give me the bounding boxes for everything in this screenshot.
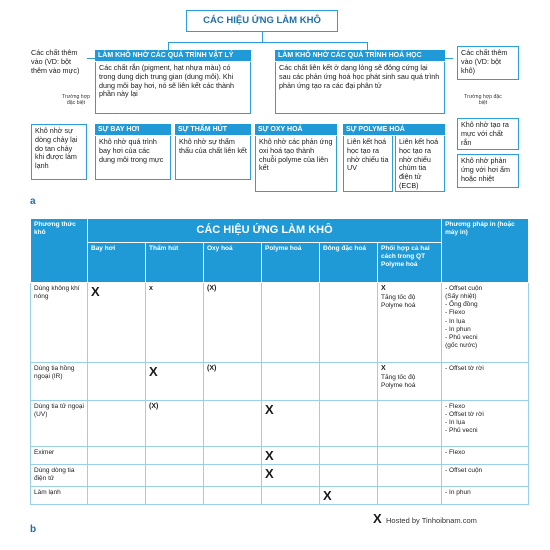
table-cell — [320, 487, 378, 505]
table-row — [31, 363, 529, 401]
table-cell — [204, 401, 262, 447]
right-heat-box: Khô nhờ phản ứng với hơi ẩm hoặc nhiệt — [457, 154, 519, 188]
table-row — [31, 465, 529, 487]
right-additive-box: Các chất thêm vào (VD: bột khô) — [457, 46, 519, 80]
table-row — [31, 487, 529, 505]
polymerization-ecb-box: Liên kết hoá học tạo ra nhờ chiếu chùm tia điện tử (ECB) — [395, 136, 445, 192]
table-cell — [320, 465, 378, 487]
cell-note: Tăng tốc độ Polyme hoá — [381, 373, 416, 389]
row-method-name: Dùng không khí nóng — [31, 283, 88, 363]
cell-note: Tăng tốc độ Polyme hoá — [381, 293, 416, 309]
table-cell — [146, 487, 204, 505]
table-cell — [146, 447, 204, 465]
col-header: Oxy hoá — [204, 243, 262, 283]
table-cell — [262, 283, 320, 363]
table-title: CÁC HIỆU ỨNG LÀM KHÔ — [88, 219, 442, 243]
table-cell — [88, 447, 146, 465]
table-cell — [320, 447, 378, 465]
left-flow-box: Khô nhờ sự dòng chảy lại do tan chảy khi được làm lạnh — [31, 124, 87, 180]
table-cell — [88, 283, 146, 363]
right-ink-box: Khô nhờ tạo ra mực với chất rắn — [457, 118, 519, 150]
table-cell — [88, 487, 146, 505]
left-special-case: Trường hợp đặc biệt — [62, 94, 90, 106]
table-body — [31, 283, 529, 505]
absorption-header: SỰ THẨM HÚT — [175, 124, 251, 135]
row-printing-methods: - Flexo — [442, 447, 529, 465]
col-printing-method-header: Phương pháp in (hoặc máy in) — [442, 219, 529, 283]
cell-mark: X — [149, 364, 158, 379]
absorption-box: Khô nhờ sự thẩm thấu của chất liên kết — [175, 136, 251, 180]
right-special-case: Trường hợp đặc biệt — [464, 94, 502, 106]
table-cell — [262, 363, 320, 401]
col-method-header: Phương thức khô — [31, 219, 88, 283]
col-header: Polyme hoá — [262, 243, 320, 283]
table-cell — [262, 447, 320, 465]
table-cell — [146, 401, 204, 447]
cell-mark: (X) — [149, 403, 159, 410]
polymerization-header: SỰ POLYME HOÁ — [343, 124, 445, 135]
table-cell — [262, 487, 320, 505]
row-method-name: Dùng tia tử ngoại (UV) — [31, 401, 88, 447]
left-additive-note: Các chất thêm vào (VD: bột thêm vào mực) — [31, 49, 80, 75]
table-cell — [146, 363, 204, 401]
cell-mark: X — [323, 488, 332, 503]
row-method-name: Dùng dòng tia điện tử — [31, 465, 88, 487]
physical-process-header: LÀM KHÔ NHỜ CÁC QUÁ TRÌNH VẬT LÝ — [95, 50, 251, 61]
footer-watermark: Hosted by Tinhoibnam.com — [386, 516, 477, 525]
cell-mark: X — [265, 402, 274, 417]
drying-effects-table — [30, 218, 529, 505]
table-cell — [378, 283, 442, 363]
cell-mark: X — [91, 284, 100, 299]
table-cell — [204, 487, 262, 505]
connector — [262, 32, 263, 42]
cell-mark: X — [265, 448, 274, 463]
row-printing-methods: - In phun — [442, 487, 529, 505]
table-row — [31, 401, 529, 447]
row-method-name: Eximer — [31, 447, 88, 465]
table-cell — [262, 401, 320, 447]
row-printing-methods: - Offset cuộn (Sấy nhiệt) - Ống đồng - Flexo - In lụa - In phun - Phủ vecni (gốc nước) — [442, 283, 529, 363]
row-method-name: Làm lạnh — [31, 487, 88, 505]
row-printing-methods: - Offset cuộn — [442, 465, 529, 487]
polymerization-uv-box: Liên kết hoá học tạo ra nhờ chiếu tia UV — [343, 136, 393, 192]
oxidation-box: Khô nhờ các phản ứng oxi hoá tạo thành chuỗi polyme của liên kết — [255, 136, 337, 192]
table-cell — [320, 401, 378, 447]
row-method-name: Dùng tia hồng ngoại (IR) — [31, 363, 88, 401]
cell-mark: (X) — [207, 285, 217, 292]
col-header: Bay hơi — [88, 243, 146, 283]
table-row — [31, 447, 529, 465]
evaporation-header: SỰ BAY HƠI — [95, 124, 171, 135]
table-cell — [204, 363, 262, 401]
table-cell — [378, 465, 442, 487]
footer-mark: X — [373, 511, 382, 526]
connector — [445, 58, 453, 59]
table-row — [31, 283, 529, 363]
table-cell — [320, 363, 378, 401]
chemical-process-header: LÀM KHÔ NHỜ CÁC QUÁ TRÌNH HOÁ HỌC — [275, 50, 445, 61]
table-cell — [204, 465, 262, 487]
table-cell — [146, 283, 204, 363]
cell-mark: X — [381, 365, 386, 372]
table-cell — [378, 363, 442, 401]
table-cell — [88, 465, 146, 487]
row-printing-methods: - Offset tờ rời — [442, 363, 529, 401]
physical-process-box: Các chất rắn (pigment, hạt nhựa màu) có trong dung dịch trung gian (dung môi). Khi dung môi bay hơi, nó sẽ liên kết các thành phần này lại — [95, 62, 251, 114]
row-printing-methods: - Flexo - Offset tờ rời - In lụa - Phủ vecni — [442, 401, 529, 447]
connector — [168, 42, 368, 43]
table-cell — [88, 363, 146, 401]
panel-label-b: b — [30, 524, 37, 535]
table-cell — [378, 487, 442, 505]
cell-mark: X — [265, 466, 274, 481]
col-header: Thẩm hút — [146, 243, 204, 283]
panel-label-a: a — [30, 196, 36, 207]
col-header: Phối hợp cả hai cách trong QT Polyme hoá — [378, 243, 442, 283]
chemical-process-box: Các chất liên kết ở dạng lỏng sẽ đông cứng lại sau các phản ứng hoá học phát sinh sau quá trình phản ứng tạo ra các đại phân tử — [275, 62, 445, 114]
table-cell — [146, 465, 204, 487]
table-cell — [88, 401, 146, 447]
connector — [87, 58, 95, 59]
table-cell — [378, 447, 442, 465]
evaporation-box: Khô nhờ quá trình bay hơi của các dung môi trong mực — [95, 136, 171, 180]
cell-mark: x — [149, 285, 153, 292]
connector — [367, 42, 368, 50]
table-cell — [204, 447, 262, 465]
table-cell — [378, 401, 442, 447]
cell-mark: (X) — [207, 365, 217, 372]
connector — [168, 42, 169, 50]
table-cell — [262, 465, 320, 487]
cell-mark: X — [381, 285, 386, 292]
oxidation-header: SỰ OXY HOÁ — [255, 124, 337, 135]
col-header: Đông đặc hoá — [320, 243, 378, 283]
table-cell — [204, 283, 262, 363]
diagram-title: CÁC HIỆU ỨNG LÀM KHÔ — [186, 10, 338, 32]
table-cell — [320, 283, 378, 363]
